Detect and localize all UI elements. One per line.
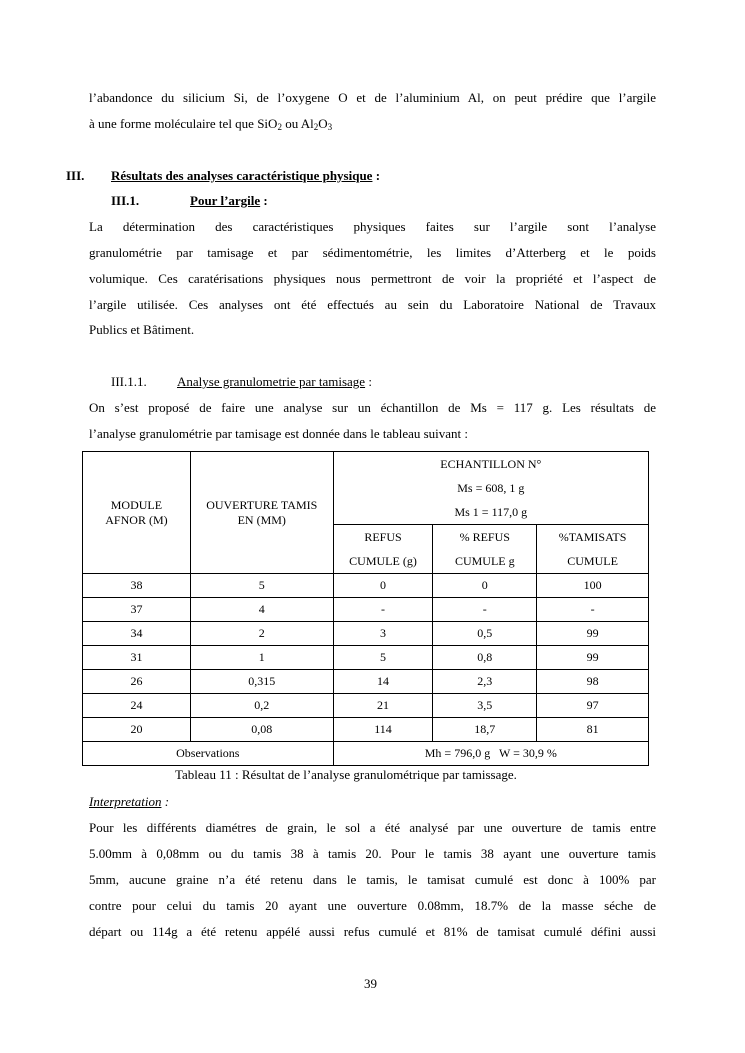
- paragraph-line: Pour les différents diamétres de grain, le sol a été analysé par une ouverture de tamis entre: [89, 820, 656, 835]
- section-number: III.1.: [111, 193, 140, 208]
- paragraph-line: Publics et Bâtiment.: [89, 322, 195, 337]
- paragraph-line: 5.00mm à 0,08mm ou du tamis 38 à tamis 20. Pour le tamis 38 ayant une ouverture tamis: [89, 846, 656, 861]
- header-sample-ms: Ms = 608, 1 g: [333, 476, 648, 500]
- table-cell: 100: [537, 574, 649, 598]
- table-cell: 99: [537, 646, 649, 670]
- section-number: III.: [66, 168, 85, 183]
- table-cell: 31: [83, 646, 191, 670]
- subscript: 2: [313, 122, 319, 132]
- table-cell: 21: [333, 694, 433, 718]
- subscript: 2: [277, 122, 282, 132]
- header-sample-title: ECHANTILLON N°: [333, 452, 648, 477]
- header-module: MODULE AFNOR (M): [83, 452, 191, 574]
- table-cell: -: [333, 598, 433, 622]
- table-cell: 3: [333, 622, 433, 646]
- intro-text: ou Al: [281, 116, 314, 131]
- table-cell: 2,3: [433, 670, 537, 694]
- table-cell: 24: [83, 694, 191, 718]
- header-refus-line1: REFUS: [333, 525, 433, 550]
- table-cell: 0: [433, 574, 537, 598]
- table-cell: 20: [83, 718, 191, 742]
- paragraph-line: 5mm, aucune graine n’a été retenu dans le tamis, le tamisat cumulé est donc à 100% par: [89, 872, 656, 887]
- paragraph-line: volumique. Ces caratérisations physiques nous permettront de voir la propriété et l’aspect de: [89, 271, 656, 286]
- table-row: [83, 574, 649, 598]
- table-cell: 99: [537, 622, 649, 646]
- table-row: [83, 718, 649, 742]
- section-title-suffix: :: [365, 374, 372, 389]
- paragraph-line: granulométrie par tamisage et par sédimentométrie, les limites d’Atterberg et le poids: [89, 245, 656, 260]
- table-cell: 18,7: [433, 718, 537, 742]
- table-cell: 34: [83, 622, 191, 646]
- observations-value: Mh = 796,0 g W = 30,9 %: [333, 742, 648, 766]
- table-cell: 81: [537, 718, 649, 742]
- table-cell: 0,5: [433, 622, 537, 646]
- table-cell: 14: [333, 670, 433, 694]
- table-cell: 97: [537, 694, 649, 718]
- table-cell: 1: [190, 646, 333, 670]
- intro-text: O: [318, 116, 328, 131]
- table-cell: 114: [333, 718, 433, 742]
- table-row: [83, 646, 649, 670]
- intro-line-1: l’abandonce du silicium Si, de l’oxygene O et de l’aluminium Al, on peut prédire que l’argile: [89, 90, 656, 105]
- table-cell: 3,5: [433, 694, 537, 718]
- table-cell: -: [433, 598, 537, 622]
- table-cell: 0,2: [190, 694, 333, 718]
- paragraph-line: contre pour celui du tamis 20 ayant une ouverture 0.08mm, 18.7% de la masse séche de: [89, 898, 656, 913]
- section-title: Résultats des analyses caractéristique physique: [111, 168, 373, 183]
- observations-label: Observations: [83, 742, 334, 766]
- interpretation-suffix: :: [161, 794, 170, 809]
- paragraph-line: La détermination des caractéristiques physiques faites sur l’argile sont l’analyse: [89, 219, 656, 234]
- table-row: [83, 694, 649, 718]
- table-cell: 98: [537, 670, 649, 694]
- table-row: [83, 622, 649, 646]
- table-cell: 26: [83, 670, 191, 694]
- paragraph-line: l’analyse granulométrie par tamisage est donnée dans le tableau suivant :: [89, 426, 469, 441]
- header-pct-refus-line1: % REFUS: [433, 525, 537, 550]
- section-title: Analyse granulometrie par tamisage: [177, 374, 366, 389]
- intro-line-2: [89, 116, 656, 132]
- subscript: 3: [327, 122, 333, 132]
- header-tamisats-line2: CUMULE: [537, 549, 649, 574]
- table-cell: -: [537, 598, 649, 622]
- section-number: III.1.1.: [111, 374, 147, 389]
- section-heading-3-1-1: [111, 374, 678, 390]
- interpretation-label: Interpretation: [89, 794, 162, 809]
- section-heading-3-1: [111, 193, 678, 209]
- table-cell: 37: [83, 598, 191, 622]
- intro-text: à une forme moléculaire tel que SiO: [89, 116, 278, 131]
- header-ouverture: OUVERTURE TAMIS EN (MM): [190, 452, 333, 574]
- header-sample-ms1: Ms 1 = 117,0 g: [333, 500, 648, 525]
- table-cell: 38: [83, 574, 191, 598]
- page-number: 39: [364, 976, 377, 991]
- table-cell: 5: [190, 574, 333, 598]
- table-row: [83, 670, 649, 694]
- interpretation-heading: [89, 794, 656, 810]
- table-cell: 0,315: [190, 670, 333, 694]
- table-row: [83, 598, 649, 622]
- table-cell: 2: [190, 622, 333, 646]
- section-title-suffix: :: [372, 168, 381, 183]
- table-cell: 4: [190, 598, 333, 622]
- paragraph-line: départ ou 114g a été retenu appélé aussi refus cumulé et 81% de tamisat cumulé défini aussi: [89, 924, 656, 939]
- table-cell: 5: [333, 646, 433, 670]
- section-title-suffix: :: [260, 193, 268, 208]
- header-pct-refus-line2: CUMULE g: [433, 549, 537, 574]
- header-refus-line2: CUMULE (g): [333, 549, 433, 574]
- paragraph-line: l’argile utilisée. Ces analyses ont été effectués au sein du Laboratoire National de Travaux: [89, 297, 656, 312]
- section-heading-3: [66, 168, 633, 184]
- section-title: Pour l’argile: [190, 193, 261, 208]
- table-cell: 0: [333, 574, 433, 598]
- granulometry-table: [82, 451, 649, 766]
- header-tamisats-line1: %TAMISATS: [537, 525, 649, 550]
- table-cell: 0,8: [433, 646, 537, 670]
- table-caption: Tableau 11 : Résultat de l’analyse granulométrique par tamissage.: [175, 767, 517, 782]
- table-cell: 0,08: [190, 718, 333, 742]
- paragraph-line: On s’est proposé de faire une analyse sur un échantillon de Ms = 117 g. Les résultats de: [89, 400, 656, 415]
